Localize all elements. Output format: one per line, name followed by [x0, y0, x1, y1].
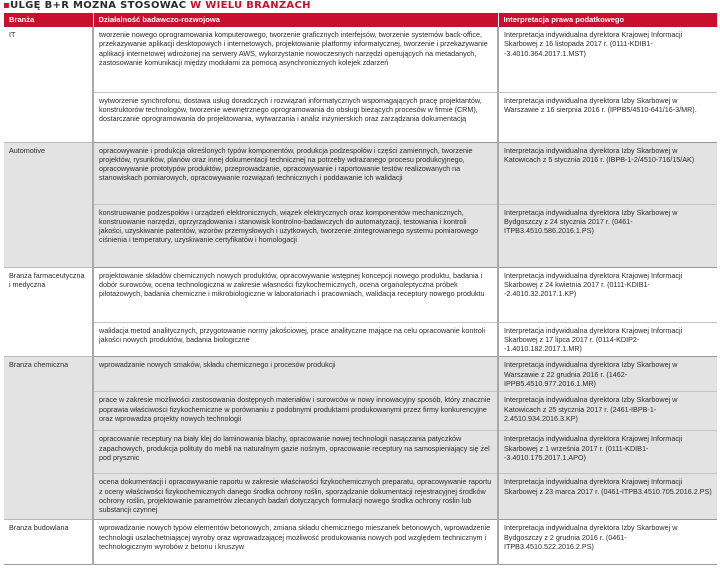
activity-cell: projektowanie składów chemicznych nowych produktów, opracowywanie wstępnej koncepcji nowego produktu, badania i dobór surowców, ocena technologiczna w zakresie własności fizykochemicznych, ocena organoleptyczna próbek pilotażowych, badania chemiczne i mikrobiologiczne w laboratoriach i pracowniach, walidacja receptury nowego produktu [93, 267, 498, 322]
activity-cell: konstruowanie podzespołów i urządzeń elektronicznych, wiązek elektrycznych oraz komponentów mechanicznych, konstruowanie narzędzi, oprzyrządowania i stanowisk kontrolno-badawczych do automatyzacji, testowania i kontroli jakości, uzyskiwanie patentów, wzorów przemysłowych i użytkowych, tworzenie zintegrowanego systemu pomiarowego ciśnienia i temperatury, uzyskiwanie certyfikatów i homologacji [93, 204, 498, 267]
activity-cell: wprowadzanie nowych smaków, składu chemicznego i procesów produkcji [93, 357, 498, 392]
interpretation-cell: Interpretacja indywidualna dyrektora Krajowej Informacji Skarbowej z 16 listopada 2017 r. (0111-KDIB1--3.4010.364.2017.1.MST) [498, 27, 717, 92]
interpretation-cell: Interpretacja indywidualna dyrektora Izby Skarbowej w Bydgoszczy z 2 grudnia 2016 r. (0461-ITPB3.4510.522.2016.2.PS) [498, 520, 717, 565]
branch-cell: IT [4, 27, 93, 142]
table-row [4, 204, 717, 267]
interpretation-cell: Interpretacja indywidualna dyrektora Izby Skarbowej w Bydgoszczy z 24 stycznia 2017 r. (0461-ITPB3.4510.586.2016.1.PS) [498, 204, 717, 267]
activity-cell: opracowywanie i produkcja określonych typów komponentów, produkcja podzespołów i części zamiennych, tworzenie projektów, rysunków, planów oraz innej dokumentacji technicznej na potrzeby wdrażanego procesu produkcyjnego, opracowywanie prototypów produktów, przeprowadzanie, opracowywanie i raportowanie testów realizowanych na stanowiskach pomiarowych, opracowywanie rozwiązań technicznych i poddawanie ich walidacji [93, 142, 498, 204]
header-branch: Branża [4, 13, 93, 27]
activity-cell: ocena dokumentacji i opracowywanie raportu w zakresie właściwości fizykochemicznych preparatu, opracowywanie raportu z oceny właściwości fizykochemicznych danego środka ochrony roślin, sporządzanie dokumentacji rejestracyjnej środków ochrony roślin, projektowanie parametrów zlecanych badań dotyczących formulacji nowego środka ochrony roślin lub substancji czynnej [93, 474, 498, 520]
title-accent: W WIELU BRANŻACH [190, 0, 311, 11]
table-row [4, 431, 717, 474]
interpretation-cell: Interpretacja indywidualna dyrektora Izby Skarbowej w Katowicach z 5 stycznia 2016 r. (IBPB-1-2/4510-716/15/AK) [498, 142, 717, 204]
table-header-row [4, 13, 717, 27]
table-row [4, 27, 717, 92]
table-row [4, 357, 717, 392]
activity-cell: wprowadzanie nowych typów elementów betonowych, zmiana składu chemicznego mieszanek betonowych, wprowadzenie technologii uszlachetniającej wyroby oraz wprowadzającej możliwość produkowania nowych pod względem technicznym i technologicznym wyrobów z betonu i kruszyw [93, 520, 498, 565]
activity-cell: tworzenie nowego oprogramowania komputerowego, tworzenie graficznych interfejsów, tworzenie systemów back-office, przekazywanie aplikacji desktopowych i internetowych, projektowanie platformy informatycznej, tworzenie i przekazywanie aplikacji internetowej wdrożonej na serwery AWS, wykorzystanie nowoczesnych narzędzi operujących na metadanych, zastosowanie komunikacji między modułami za pomocą asynchronicznych kolejek zdarzeń [93, 27, 498, 92]
branch-cell: Branża farmaceutyczna i medyczna [4, 267, 93, 357]
table-row [4, 267, 717, 322]
table-row [4, 474, 717, 520]
title-main: ULGĘ B+R MOŻNA STOSOWAĆ [10, 0, 191, 11]
title-bullet: ▪ [3, 0, 11, 11]
interpretation-cell: Interpretacja indywidualna dyrektora Krajowej Informacji Skarbowej z 23 marca 2017 r. (0461-ITPB3.4510.705.2016.2.PS) [498, 474, 717, 520]
interpretation-cell: Interpretacja indywidualna dyrektora Izby Skarbowej w Warszawie z 22 grudnia 2016 r. (1462-IPPB5.4510.977.2016.1.MR) [498, 357, 717, 392]
branch-cell: Branża budowlana [4, 520, 93, 565]
activity-cell: opracowanie receptury na biały klej do laminowania blachy, opracowanie nowej technologii nasączania patyczków zapachowych, produkcja polituty do mebli na naturalnym gazie nośnym, opracowanie receptury na samospieniający się żel pod prysznic [93, 431, 498, 474]
interpretation-cell: Interpretacja indywidualna dyrektora Izby Skarbowej w Warszawie z 16 sierpnia 2016 r. (IPPB5/4510-641/16-3/MR). [498, 92, 717, 142]
table-title [3, 0, 311, 12]
table-row [4, 520, 717, 565]
table-row [4, 392, 717, 431]
interpretation-cell: Interpretacja indywidualna dyrektora Krajowej Informacji Skarbowej z 24 kwietnia 2017 r. (0111-KDIB1--2.4010.32.2017.1.KP) [498, 267, 717, 322]
activity-cell: wytworzenie synchrofonu, dostawa usług doradczych i rozwiązań informatycznych wspomagających pracę projektantów, konstruktorów technologów, tworzenie wewnętrznego oprogramowania do obsługi bieżących procesów w firmie (CRM), dostarczanie oprogramowania do projektowania, wytwarzania i analiz inżynierskich oraz zarządzania dokumentacją [93, 92, 498, 142]
branch-cell: Automotive [4, 142, 93, 267]
activity-cell: prace w zakresie możliwości zastosowania dostępnych materiałów i surowców w nowy innowacyjny sposób, który znacznie poprawia właściwości fizykochemiczne w porównaniu z podobnymi produktami produkowanymi przez firmy konkurencyjne oraz wprowadza projekty nowych technologii [93, 392, 498, 431]
interpretation-cell: Interpretacja indywidualna dyrektora Krajowej Informacji Skarbowej z 1 września 2017 r. (0111-KDIB1--3.4010.175.2017.1.APO) [498, 431, 717, 474]
table-row [4, 322, 717, 357]
header-interpretation: Interpretacja prawa podatkowego [498, 13, 717, 27]
interpretation-cell: Interpretacja indywidualna dyrektora Krajowej Informacji Skarbowej z 17 lipca 2017 r. (0114-KDIP2--1.4010.182.2017.1.MR) [498, 322, 717, 357]
table-row [4, 142, 717, 204]
rd-industries-table [4, 13, 717, 565]
activity-cell: walidacja metod analitycznych, przygotowanie normy jakościowej, prace analityczne mające na celu opracowanie kontroli jakości nowych produktów, badania biologiczne [93, 322, 498, 357]
table-row [4, 92, 717, 142]
branch-cell: Branża chemiczna [4, 357, 93, 520]
interpretation-cell: Interpretacja indywidualna dyrektora Izby Skarbowej w Katowicach z 25 stycznia 2017 r. (2461-IBPB-1-2.4510.934.2016.3.KP) [498, 392, 717, 431]
header-activity: Działalność badawczo-rozwojowa [93, 13, 498, 27]
